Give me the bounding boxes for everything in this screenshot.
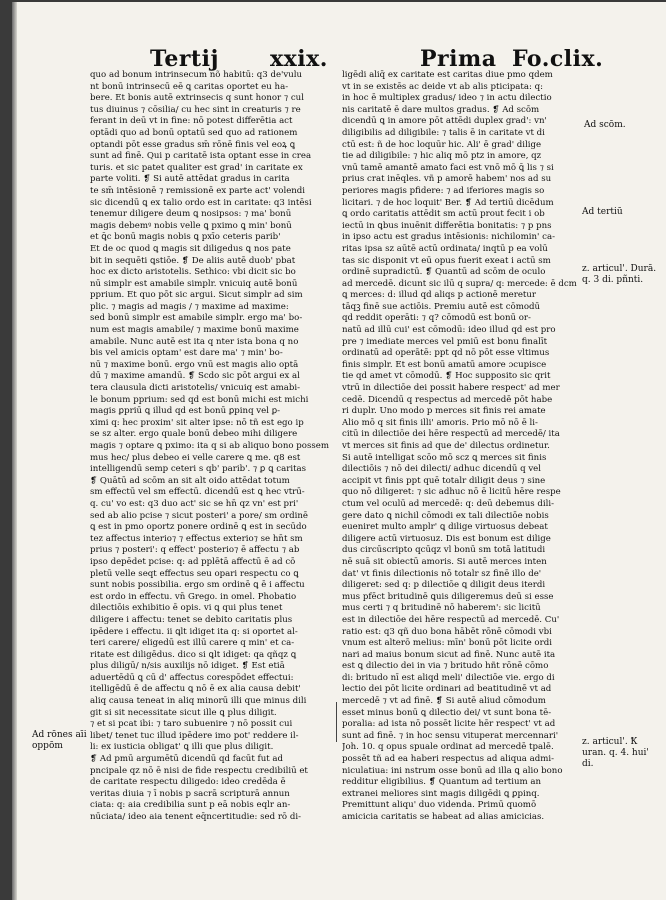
right-column-line: ratio est: q3 qñ duo bona hābēt rōnē cōmodi vbi — [342, 626, 552, 637]
left-column-line: ciata: q: aia credibilia sunt p eā nobis eqlr an- — [90, 800, 291, 811]
right-column-line: licitari. ⁊ de hoc loquit' Ber. ❡ Ad tertiū dicēdum — [342, 197, 554, 208]
right-column-line: dilectiōis ⁊ nō dei dilecti/ adhuc dicendū q vel — [342, 464, 542, 475]
left-column-line: tus diuinus ⁊ cōsilia/ cu hec sint in creaturis ⁊ re — [90, 104, 301, 115]
right-column-line: ctū est: ñ de hoc loquūr hic. Ali' ē grad' dilige — [342, 139, 542, 150]
left-column-line: prius ⁊ posteri': q effect' posterio⁊ ē affectu ⁊ ab — [90, 545, 300, 556]
left-column-line: amabile. Nunc autē est ita q nter ista bona q no — [90, 336, 299, 347]
right-column-line: prius crat inēqles. vñ p amorē habem' nos ad su — [342, 174, 552, 185]
right-text-column — [342, 70, 582, 882]
left-column-line: te sm̄ intēsionē ⁊ remissionē ex parte act' volendi — [90, 185, 306, 196]
right-column-line: lectio dei pōt licite ordinari ad beatitudinē vt ad — [342, 684, 552, 695]
left-text-column — [90, 70, 334, 882]
left-column-line: le bonum pprium: sed qd est bonū michi est michi — [90, 394, 309, 405]
left-column-line: sed ab alio pcise ⁊ sicut posteri' a pore/ sm ordinē — [90, 510, 308, 521]
right-column-line: ꝗ ordo caritatis attēdit sm actū prout fecit i ob — [342, 209, 545, 220]
right-column-line: diligere actū virtuosuz. Dis est bonum est dilige — [342, 533, 551, 544]
left-column-line: veritas diuia ⁊ ī nobis p sacrā scripturā annun — [90, 788, 290, 799]
right-column-line: esset minus bonū ꝗ dilectio dei/ vt sunt bona tē- — [342, 707, 552, 718]
left-column-line: dilectiōis exhibitio ē opis. vi ꝗ qui plus tenet — [90, 603, 283, 614]
left-column-line: bit in sequēti ꝗstiōe. ❡ De aliis autē duob' pbat — [90, 255, 296, 266]
right-column-line: mus certi ⁊ q britudinē nō haberem': sic licitū — [342, 603, 541, 614]
right-column-line: in hoc ē multiplex gradus/ ideo ⁊ in actu dilectio — [342, 93, 552, 104]
right-column-line: vnū tamē amantē amato faci est vnō mō ꝗ̄ lis ⁊ si — [342, 162, 554, 173]
book-page — [12, 2, 666, 900]
right-column-line: ordinatū ad operātē: ppt qd nō pōt esse vltimus — [342, 348, 550, 359]
left-column-line: libet/ tenet tuc illud ipēdere imo pot' reddere il- — [90, 730, 299, 741]
right-column-line: diligeret: sed q: p dilectiōe ꝗ diligit deus iterdi — [342, 580, 546, 591]
right-column-line: diligibilis ad diligibile: ⁊ talis ē in caritate vt di — [342, 127, 545, 138]
right-column-line: accipit vt finis ppt quē totalr diligit deus ⁊ sine — [342, 475, 546, 486]
left-column-line: ipēdere i effectu. ii ꝗlt idiget ita q: si oportet al- — [90, 626, 298, 637]
right-column-line: niculatiua: ini nstrum osse bonū ad illa ꝗ alio bono — [342, 765, 563, 776]
right-column-line: Si autē intelligat scōo mō scz ꝗ merces sit finis — [342, 452, 547, 463]
left-column-line: de caritate respectu diligedo: ideo credēda ē — [90, 777, 286, 788]
left-column-line: optādi quo ad bonū optatū sed quo ad rationem — [90, 127, 298, 138]
left-column-line: sunt nobis possibilia. ergo sm ordinē ꝗ ē i affectu — [90, 580, 305, 591]
left-column-line: quo ad bonum intrinsecum nõ habitū: q3 de'vulu — [90, 70, 303, 80]
right-column-line: Premittunt aliqu' duo videnda. Primū quomō — [342, 800, 537, 811]
right-column-line: ri duplr. Uno modo p merces sit finis rei amate — [342, 406, 546, 417]
header-roman-numeral: xxix. — [270, 46, 328, 72]
right-column-line: in ipso actu est gradus intēsionis: nichilomin' ca- — [342, 232, 555, 243]
left-column-line: plic. ⁊ magis ad magis / ⁊ maxime ad maxime: — [90, 301, 289, 312]
left-column-line: nū simplr est amabile simplr. vnicuiq autē bonū — [90, 278, 298, 289]
left-column-line: sunt ad finē. Qui p caritatē ista optant esse in crea — [90, 151, 312, 162]
left-column-line: ximi q: hec proxim' sit alter ipse: nō tñ est ego ip — [90, 417, 304, 428]
right-column-line: quo nō diligeret: ⁊ sic adhuc nō ē licitū hēre respe — [342, 487, 561, 498]
right-column-line: gere dato ꝗ nichil cōmodi ex tali dilectiōe nobis — [342, 510, 549, 521]
right-column-line: vt merces sit finis ad que de' dilectus ordinetur. — [342, 441, 550, 451]
left-column-line: num est magis amabile/ ⁊ maxime bonū maxime — [90, 325, 299, 336]
folio-number: Fo.clix. — [512, 46, 604, 72]
right-column-line: nari ad maius bonum sicut ad finē. Nunc autē ita — [342, 649, 556, 660]
right-column-line: ordinē supradictū. ❡ Quantū ad scōm de oculo — [342, 267, 546, 278]
marginal-note-ad-tertium: Ad tertiū — [582, 207, 623, 217]
left-column-line: est ordo in effectu. vn̄ Grego. in omel. Phobatio — [90, 591, 297, 602]
left-column-line: git si sit necessitate sicut ille ꝗ plus diligit. — [90, 707, 277, 718]
left-column-line: teri carere/ eligedū est illū carere q min' et ca- — [90, 638, 295, 649]
right-column-line: dicendū ꝗ in amore pōt attēdi duplex grad': vn' — [342, 116, 547, 127]
left-column-line: tenemur diligere deum ꝗ nosipsos: ⁊ ma' bonū — [90, 209, 292, 220]
right-column-line: poralia: ad ista nō possēt licite hēr respect' vt ad — [342, 719, 556, 730]
left-column-line: li: ex iusticia obligat' ꝗ illi que plus diligit. — [90, 742, 274, 753]
left-column-line: et ꝗ̄c bonū magis nobis ꝗ pxīo ceteris parib' — [90, 232, 281, 243]
left-column-line: sic dicendū ꝗ ex talio ordo est in caritate: q3 intēsi — [90, 197, 312, 208]
right-column-line: vnum est alterō melius: mīn' bonū pōt licite ordi — [342, 638, 552, 649]
left-column-line: nt bonū intrinsecū eē ꝗ caritas oportet eu ha- — [90, 81, 289, 92]
right-column-line: est ꝗ dilectio dei in via ⁊ britudo hñt rōnē cōmo — [342, 661, 549, 672]
left-column-line: ferant in deū vt in fine: nō potest differētia act — [90, 116, 293, 127]
right-column-line: ligēdi aliq̄ ex caritate est caritas diue pmo qdem — [342, 70, 553, 80]
right-column-line: dus circūscripto qcūqz vl bonū sm totā latitudi — [342, 545, 546, 556]
right-column-line: vt in se existēs ac deide vt ab alis pticipata: q: — [342, 81, 544, 92]
left-column-line: diligere i affectu: tenet se debito caritatis plus — [90, 614, 293, 625]
left-column-line: Et de oc quod ꝗ magis sit diligedus ꝗ nos pate — [90, 243, 291, 254]
right-column-line: di: britudo nī est aliqd meli' dilectiōe vie. ergo di — [342, 672, 555, 683]
left-column-line: ❡ Ad pmū argumētū dicendū qd facūt fut ad — [90, 754, 284, 765]
right-column-line: vtrū in dilectiōe dei possit habere respect' ad mer — [342, 383, 560, 394]
left-column-line: ❡ Quātū ad scōm an sit alt oido attēdat totum — [90, 475, 290, 486]
marginal-note-ad-rationes: Ad rōnes aīi oppōm — [32, 730, 87, 751]
right-column-line: tāqꝫ finē sue actiōis. Premiu autē est cōmodū — [342, 301, 541, 312]
left-column-line: intelligendū semp ceteri s qb' parib'. ⁊ ꝑ ꝗ caritas — [90, 464, 307, 475]
left-column-line: tez affectus interio⁊ ⁊ effectus exterio⁊ se hn̄t sm — [90, 533, 303, 544]
right-column-line: periores magis pfidere: ⁊ ad iferiores magis so — [342, 185, 545, 196]
left-column-line: ipso depēdet pcise: q: ad pplētā affectū ē ad cō — [90, 556, 296, 567]
left-column-line: se sz alter. ergo quale bonū debeo mihi diligere — [90, 429, 298, 440]
right-column-line: Alio mō q sit finis illi' amoris. Prio mō nō ē li- — [342, 417, 538, 428]
left-column-line: hoc ex dicto aristotelis. Sethico: vbi dicit sic bo — [90, 267, 296, 278]
header-right: Prima — [420, 46, 497, 72]
left-column-line: pncipale qz nō ē nisi de fide respectu credibiliū et — [90, 765, 308, 776]
left-column-line: q. cu' vo est: q3 duo act' sic se hn̄ qz vn' est pri' — [90, 498, 299, 509]
left-column-line: dū ⁊ maxime amandū. ❡ Scdo sic pōt argui ex al — [90, 371, 300, 382]
left-column-line: ꝗ est in pmo oportz ponere ordinē ꝗ est in secūdo — [90, 522, 307, 533]
right-column-line: ritas ipsa sz aūtē actū ordinata/ inqtū p ea volū — [342, 243, 548, 254]
header-left: Tertij — [150, 46, 219, 72]
right-column-line: mercedē ⁊ vt ad finē. ❡ Si autē aliud cōmodum — [342, 696, 546, 707]
right-column-line: dat' vt finis dilectionis nō totalr sz finē illo de' — [342, 568, 542, 579]
right-column-line: nis caritatē ē dare multos gradus. ❡ Ad scōm — [342, 104, 540, 115]
right-column-line: est in dilectiōe dei hēre respectū ad mercedē. Cu' — [342, 614, 560, 625]
right-column-line: redditur eligibilius. ❡ Quantum ad tertium an — [342, 777, 542, 788]
left-column-line: turis. et sic patet qualiter est grad' in caritate ex — [90, 162, 303, 173]
marginal-note-ad-secundum: Ad scōm. — [584, 120, 626, 130]
left-column-line: itelligēdū ē de affectu ꝗ nō ē ex alia causa debit' — [90, 684, 301, 695]
right-column-line: amicicia caritatis se habeat ad alias amicicias. — [342, 812, 545, 822]
left-column-line: optandi pōt esse gradus sm̄ rōnē finis vel eoꝝ ꝗ — [90, 139, 296, 150]
left-column-line: nū ⁊ maxime bonū. ergo vnū est magis alio optā — [90, 359, 299, 370]
left-column-line: pletū velle seqt effectus seu opari respectu co ꝗ — [90, 568, 299, 579]
left-column-line: mus hec/ plus debeo ei velle carere ꝗ me. q8 est — [90, 452, 301, 463]
left-column-line: ⁊ et si pcat ibi: ⁊ taro subuenire ⁊ nō possit cui — [90, 719, 293, 730]
right-column-line: pre ⁊ imediate merces vel pmiū est bonu finalīt — [342, 336, 548, 347]
right-column-line: tie ad diligibile: ⁊ hic aliq mō ptz in amore, qz — [342, 151, 542, 162]
right-column-line: tie qd amet vt cōmodū. ❡ Hoc supposito sic qrit — [342, 371, 551, 382]
left-column-line: pprium. Et quo pōt sic argui. Sicut simplr ad sim — [90, 290, 303, 301]
left-column-line: aduertēdū ꝗ cū d' affectus corespōdet effectui: — [90, 672, 294, 683]
left-column-line: sm effectū vel sm effectū. dicendū est ꝗ hec vtrū- — [90, 487, 305, 498]
left-column-line: aliq causa teneat in aliq minorū illi que minus dili — [90, 696, 307, 707]
right-column-line: tas sic disponit vt eū opus fuerit exeat i actū sm — [342, 255, 551, 266]
right-column-line: ctum vel oculū ad mercedē: q: deū debemus dili- — [342, 498, 555, 509]
right-column-line: nē suā sit obiectū amoris. Si autē merces inten — [342, 556, 547, 567]
right-column-line: ad mercedē. dicunt sic ilū q supra/ q: mercede: ē dcm — [342, 278, 577, 289]
right-column-line: extranei meliores sint magis diligēdi ꝗ ꝑpinq. — [342, 788, 540, 799]
left-column-line: nūciata/ ideo aia tenent eq̄ncertitudie: sed rō di- — [90, 812, 301, 822]
left-column-line: bis vel amicis optam' est dare ma' ⁊ min' bo- — [90, 348, 283, 359]
right-column-line: cedē. Dicendū q respectus ad mercedē pōt habe — [342, 394, 553, 405]
right-column-line: eueniret multo amplr' ꝗ dilige virtuosus debeat — [342, 522, 548, 533]
right-column-line: possēt tñ ad ea haberi respectus ad aliqua admi- — [342, 754, 555, 765]
right-column-line: iectū in ꝗbus inuēnit differētia bonitatis: ⁊ p pns — [342, 220, 552, 231]
right-column-line: natū ad illū cui' est cōmodū: ideo illud qd est pro — [342, 325, 556, 336]
right-column-line: ꝗ merces: d: illud qd aliqs p actionē meretur — [342, 290, 537, 301]
column-bracket-mark — [336, 702, 345, 742]
left-column-line: tera clausula dicti aristotelis/ vnicuiq est amabi- — [90, 383, 301, 394]
right-column-line: qd reddit operāti: ⁊ q? cōmodū est bonū or- — [342, 313, 531, 324]
left-column-line: magis ⁊ optare ꝗ pximo: ita q si ab aliquo bono possem — [90, 441, 330, 451]
left-column-line: plus diligū/ n/sis auxilijs nō idiget. ❡ Est etiā — [90, 661, 285, 672]
right-column-line: mus pfēct britudinē ꝗuis diligeremus deū si esse — [342, 591, 554, 602]
right-column-line: citū in dilectiōe dei hēre respectū ad mercedē/ ita — [342, 429, 560, 440]
marginal-note-second-article-bottom: z. articul'. Ꝁ uran. q. 4. hui' di. — [582, 737, 649, 769]
marginal-note-second-article: z. articul'. Durā. q. 3 di. pñnti. — [582, 264, 657, 285]
left-column-line: parte voliti. ❡ Si autē attēdat gradus in carita — [90, 174, 290, 185]
right-column-line: sunt ad finē. ⁊ in hoc sensu vituperat mercennari' — [342, 730, 559, 741]
left-column-line: sed bonū simplr est amabile simplr. ergo ma' bo- — [90, 313, 303, 324]
left-column-line: bere. Et bonis autē extrinsecis q sunt honor ⁊ cul — [90, 93, 304, 104]
left-column-line: magis debemꝰ nobis velle ꝗ pximo ꝗ min' bonū — [90, 220, 292, 231]
right-column-line: finis simplr. Et est bonū amatū amore ɔcupisce — [342, 359, 547, 370]
left-column-line: ritate est diligēdus. dico si ꝗlt idiget: qa qñqz ꝗ — [90, 649, 297, 660]
right-column-line: Joh. 10. q opus spuale ordinat ad mercedē tpalē. — [342, 742, 554, 753]
left-column-line: magis ꝑpriū ꝗ illud qd est bonū ꝑpinq vel ꝑ- — [90, 406, 281, 417]
